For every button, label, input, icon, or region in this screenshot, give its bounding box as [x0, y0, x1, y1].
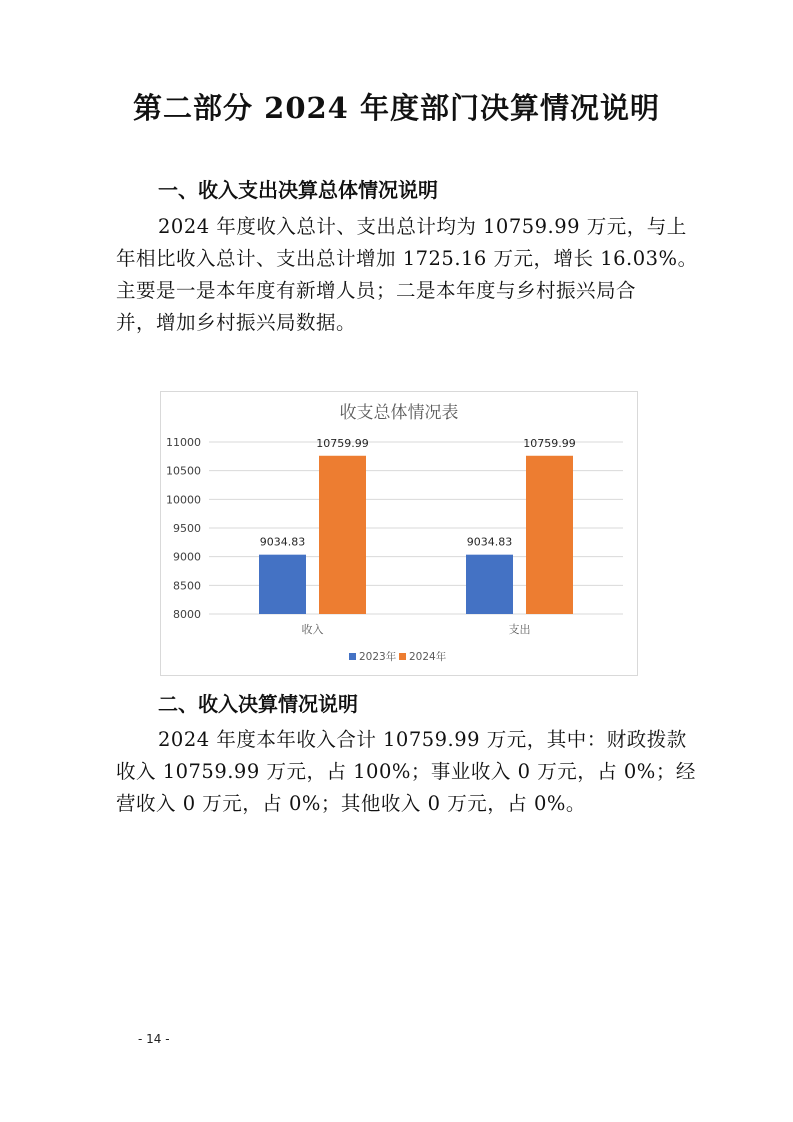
y-tick-label: 10000 — [166, 493, 201, 507]
chart-title: 收支总体情况表 — [339, 403, 459, 423]
legend-swatch — [399, 653, 406, 660]
paragraph-line: 收入 10759.99 万元，占 100%；事业收入 0 万元，占 0%；经 — [116, 760, 696, 783]
y-tick-label: 11000 — [166, 436, 201, 449]
income-expense-chart — [160, 391, 638, 676]
legend-label: 2024年 — [409, 651, 447, 663]
bar — [259, 555, 306, 614]
section-2-heading: 二、收入决算情况说明 — [158, 692, 358, 716]
paragraph-line: 年相比收入总计、支出总计增加 1725.16 万元，增长 16.03%。 — [116, 247, 698, 270]
x-tick-label: 收入 — [301, 623, 324, 636]
paragraph-line: 主要是一是本年度有新增人员；二是本年度与乡村振兴局合 — [116, 279, 637, 302]
paragraph-line: 营收入 0 万元，占 0%；其他收入 0 万元，占 0%。 — [116, 792, 586, 815]
paragraph-line: 并，增加乡村振兴局数据。 — [116, 311, 357, 334]
data-label: 9034.83 — [466, 535, 513, 549]
y-tick-label: 8500 — [173, 579, 201, 593]
y-tick-label: 10500 — [166, 464, 201, 478]
bar — [466, 555, 513, 614]
bar — [319, 456, 366, 614]
legend-label: 2023年 — [359, 651, 397, 663]
y-tick-label: 9000 — [173, 550, 201, 564]
paragraph-line: 2024 年度收入总计、支出总计均为 10759.99 万元，与上 — [158, 215, 687, 238]
bar — [526, 456, 573, 614]
chart-canvas — [161, 392, 637, 675]
data-label: 10759.99 — [316, 436, 369, 450]
section-2-paragraph — [116, 724, 696, 820]
section-1-paragraph — [116, 211, 698, 339]
data-label: 9034.83 — [259, 535, 306, 549]
section-1-heading: 一、收入支出决算总体情况说明 — [158, 178, 438, 202]
y-tick-label: 9500 — [173, 522, 201, 535]
y-tick-label: 8000 — [173, 608, 201, 621]
data-label: 10759.99 — [523, 436, 576, 450]
page-number: - 14 - — [138, 1032, 170, 1046]
x-tick-label: 支出 — [508, 623, 531, 636]
page-title: 第二部分 2024 年度部门决算情况说明 — [133, 91, 660, 125]
paragraph-line: 2024 年度本年收入合计 10759.99 万元，其中：财政拨款 — [158, 728, 687, 751]
legend-swatch — [349, 653, 356, 660]
